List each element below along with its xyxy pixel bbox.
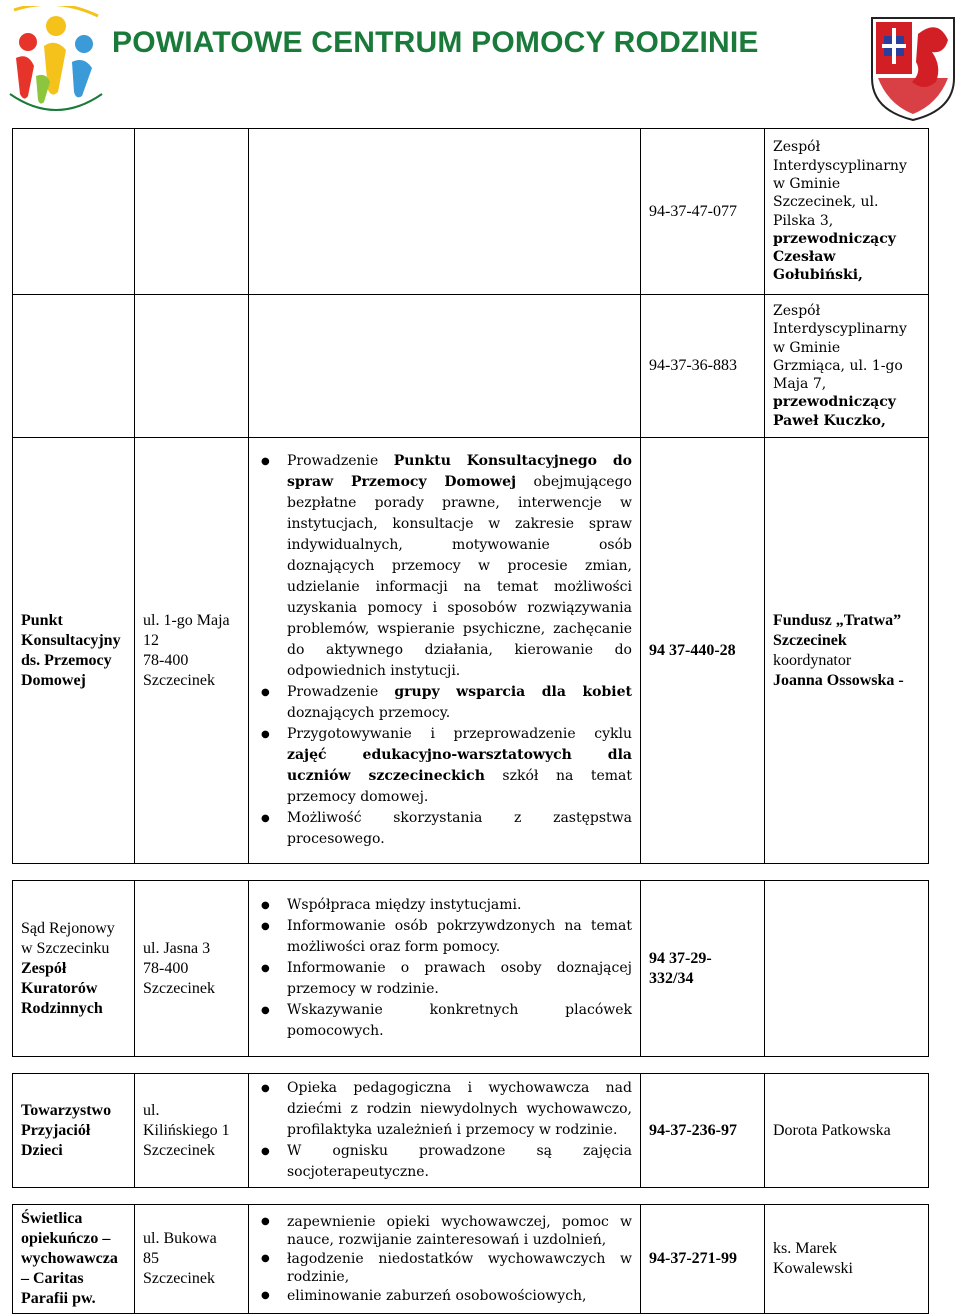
contact-line: Paweł Kuczko, xyxy=(773,412,886,429)
phone-number: 94-37-36-883 xyxy=(649,357,737,374)
name-line: Towarzystwo xyxy=(21,1101,112,1119)
contact-line: Interdyscyplinarny xyxy=(773,321,907,338)
task-item: ● Możliwość skorzystania z zastępstwa procesowego. xyxy=(287,808,632,850)
task-item: ● Prowadzenie Punktu Konsultacyjnego do spraw Przemocy Domowej obejmującego bezpłatne porady prawne, interwencje w instytucjach, konsultacje w zakresie spraw indywidualnych, motywowanie osób doznających przemocy w procesie zmian, udzielanie informacji na temat możliwości uzyskania pomocy i sposobów rozwiązywania problemów, wspieranie psychiczne, zachęcanie do aktywnego działania, kierowanie do odpowiednich instytucji. xyxy=(287,451,632,682)
table-row xyxy=(13,1074,929,1188)
contact-cell xyxy=(765,129,929,295)
phone-cell xyxy=(641,295,765,438)
task-list xyxy=(257,895,632,1042)
address-line: Szczecinek xyxy=(143,1270,215,1287)
tasks-cell xyxy=(249,1205,641,1314)
phone-number: 94 37-440-28 xyxy=(649,641,736,659)
contact-line: Szczecinek xyxy=(773,631,847,649)
table-row xyxy=(13,129,929,295)
address-line: 78-400 xyxy=(143,959,189,977)
tasks-cell xyxy=(249,438,641,864)
name-line: Rodzinnych xyxy=(21,999,103,1017)
task-item: ● W ognisku prowadzone są zajęcia socjoterapeutyczne. xyxy=(287,1141,632,1183)
name-line: Sąd Rejonowy xyxy=(21,919,115,937)
name-line: Punkt xyxy=(21,611,63,629)
name-line: Kuratorów xyxy=(21,979,98,997)
contact-cell xyxy=(765,295,929,438)
address-cell xyxy=(135,295,249,438)
phone-number: 94 37-29- xyxy=(649,949,712,967)
task-item: ● eliminowanie zaburzeń osobowościowych, xyxy=(287,1287,632,1306)
services-table xyxy=(12,128,929,1314)
address-line: Kilińskiego 1 xyxy=(143,1121,230,1139)
contact-cell xyxy=(765,1205,929,1314)
task-item: ● Prowadzenie grupy wsparcia dla kobiet doznających przemocy. xyxy=(287,682,632,724)
phone-cell xyxy=(641,881,765,1057)
table-row xyxy=(13,881,929,1057)
contact-line: Dorota Patkowska xyxy=(773,1121,891,1139)
contact-line: Interdyscyplinarny xyxy=(773,157,907,174)
address-cell xyxy=(135,1074,249,1188)
contact-line: przewodniczący xyxy=(773,394,896,411)
name-line: w Szczecinku xyxy=(21,939,110,957)
name-cell xyxy=(13,881,135,1057)
address-cell xyxy=(135,438,249,864)
address-line: ul. Bukowa xyxy=(143,1230,217,1247)
contact-line: Maja 7, xyxy=(773,376,827,393)
name-line: wychowawcza xyxy=(21,1250,118,1267)
contact-line: Szczecinek, ul. xyxy=(773,194,879,211)
contact-line: Kowalewski xyxy=(773,1260,853,1277)
name-line: ds. Przemocy xyxy=(21,651,112,669)
name-line: Parafii pw. xyxy=(21,1290,96,1307)
phone-cell xyxy=(641,438,765,864)
contact-line: Czesław xyxy=(773,249,836,266)
name-line: opiekuńczo – xyxy=(21,1230,111,1247)
contact-line: w Gminie xyxy=(773,339,841,356)
page-title: POWIATOWE CENTRUM POMOCY RODZINIE xyxy=(112,26,759,59)
contact-line: Grzmiąca, ul. 1-go xyxy=(773,357,903,374)
address-line: 12 xyxy=(143,631,159,649)
tasks-cell xyxy=(249,1074,641,1188)
name-cell xyxy=(13,295,135,438)
address-line: Szczecinek xyxy=(143,1141,215,1159)
name-line: Konsultacyjny xyxy=(21,631,121,649)
tasks-cell xyxy=(249,881,641,1057)
contact-cell xyxy=(765,881,929,1057)
table-row xyxy=(13,1205,929,1314)
address-line: ul. Jasna 3 xyxy=(143,939,211,957)
contact-line: koordynator xyxy=(773,651,852,669)
contact-line: Gołubiński, xyxy=(773,267,863,284)
name-line: Zespół xyxy=(21,959,67,977)
task-item: ● Informowanie o prawach osoby doznającej przemocy w rodzinie. xyxy=(287,958,632,1000)
task-list xyxy=(257,1078,632,1183)
name-cell xyxy=(13,1074,135,1188)
tasks-cell xyxy=(249,295,641,438)
address-line: ul. xyxy=(143,1101,160,1119)
contact-cell xyxy=(765,1074,929,1188)
task-item: ● Wskazywanie konkretnych placówek pomocowych. xyxy=(287,1000,632,1042)
task-item: ● Informowanie osób pokrzywdzonych na temat możliwości oraz form pomocy. xyxy=(287,916,632,958)
page-header xyxy=(0,0,960,128)
contact-line: przewodniczący xyxy=(773,230,896,247)
contact-line: Joanna Ossowska - xyxy=(773,671,904,689)
address-line: Szczecinek xyxy=(143,671,215,689)
task-item: ● Współpraca między instytucjami. xyxy=(287,895,632,916)
tasks-cell xyxy=(249,129,641,295)
phone-cell xyxy=(641,129,765,295)
table-row xyxy=(13,438,929,864)
task-item: ● zapewnienie opieki wychowawczej, pomoc w nauce, rozwijanie zainteresowań i uzdolnień, xyxy=(287,1213,632,1250)
address-line: 78-400 xyxy=(143,651,189,669)
name-line: Dzieci xyxy=(21,1141,63,1159)
address-cell xyxy=(135,129,249,295)
name-line: Domowej xyxy=(21,671,86,689)
task-list xyxy=(257,451,632,850)
address-cell xyxy=(135,1205,249,1314)
phone-number: 94-37-47-077 xyxy=(649,202,737,220)
contact-line: Fundusz „Tratwa” xyxy=(773,611,902,629)
task-item: ● łagodzenie niedostatków wychowawczych w rodzinie, xyxy=(287,1250,632,1287)
name-line: – Caritas xyxy=(21,1270,84,1287)
name-line: Świetlica xyxy=(21,1210,83,1227)
contact-line: Zespół xyxy=(773,139,821,156)
phone-cell xyxy=(641,1205,765,1314)
address-cell xyxy=(135,881,249,1057)
task-item: ● Opieka pedagogiczna i wychowawcza nad dziećmi z rodzin niewydolnych wychowawczo, profilaktyka uzależnień i przemocy w rodzinie. xyxy=(287,1078,632,1141)
pcpr-logo xyxy=(6,6,106,122)
task-list xyxy=(257,1213,632,1306)
contact-line: ks. Marek xyxy=(773,1240,837,1257)
task-item: ● Przygotowywanie i przeprowadzenie cyklu zajęć edukacyjno-warsztatowych dla uczniów szczecineckich szkół na temat przemocy domowej. xyxy=(287,724,632,808)
address-line: Szczecinek xyxy=(143,979,215,997)
coat-of-arms-icon xyxy=(868,14,958,122)
phone-cell xyxy=(641,1074,765,1188)
contact-line: w Gminie xyxy=(773,175,841,192)
table-row xyxy=(13,295,929,438)
phone-number: 94-37-236-97 xyxy=(649,1121,737,1139)
name-line: Przyjaciół xyxy=(21,1121,91,1139)
contact-cell xyxy=(765,438,929,864)
contact-line: Zespół xyxy=(773,302,821,319)
contact-line: Pilska 3, xyxy=(773,212,834,229)
address-line: 85 xyxy=(143,1250,159,1267)
name-cell xyxy=(13,438,135,864)
phone-number: 332/34 xyxy=(649,969,694,987)
name-cell xyxy=(13,1205,135,1314)
name-cell xyxy=(13,129,135,295)
phone-number: 94-37-271-99 xyxy=(649,1250,737,1267)
address-line: ul. 1-go Maja xyxy=(143,611,230,629)
